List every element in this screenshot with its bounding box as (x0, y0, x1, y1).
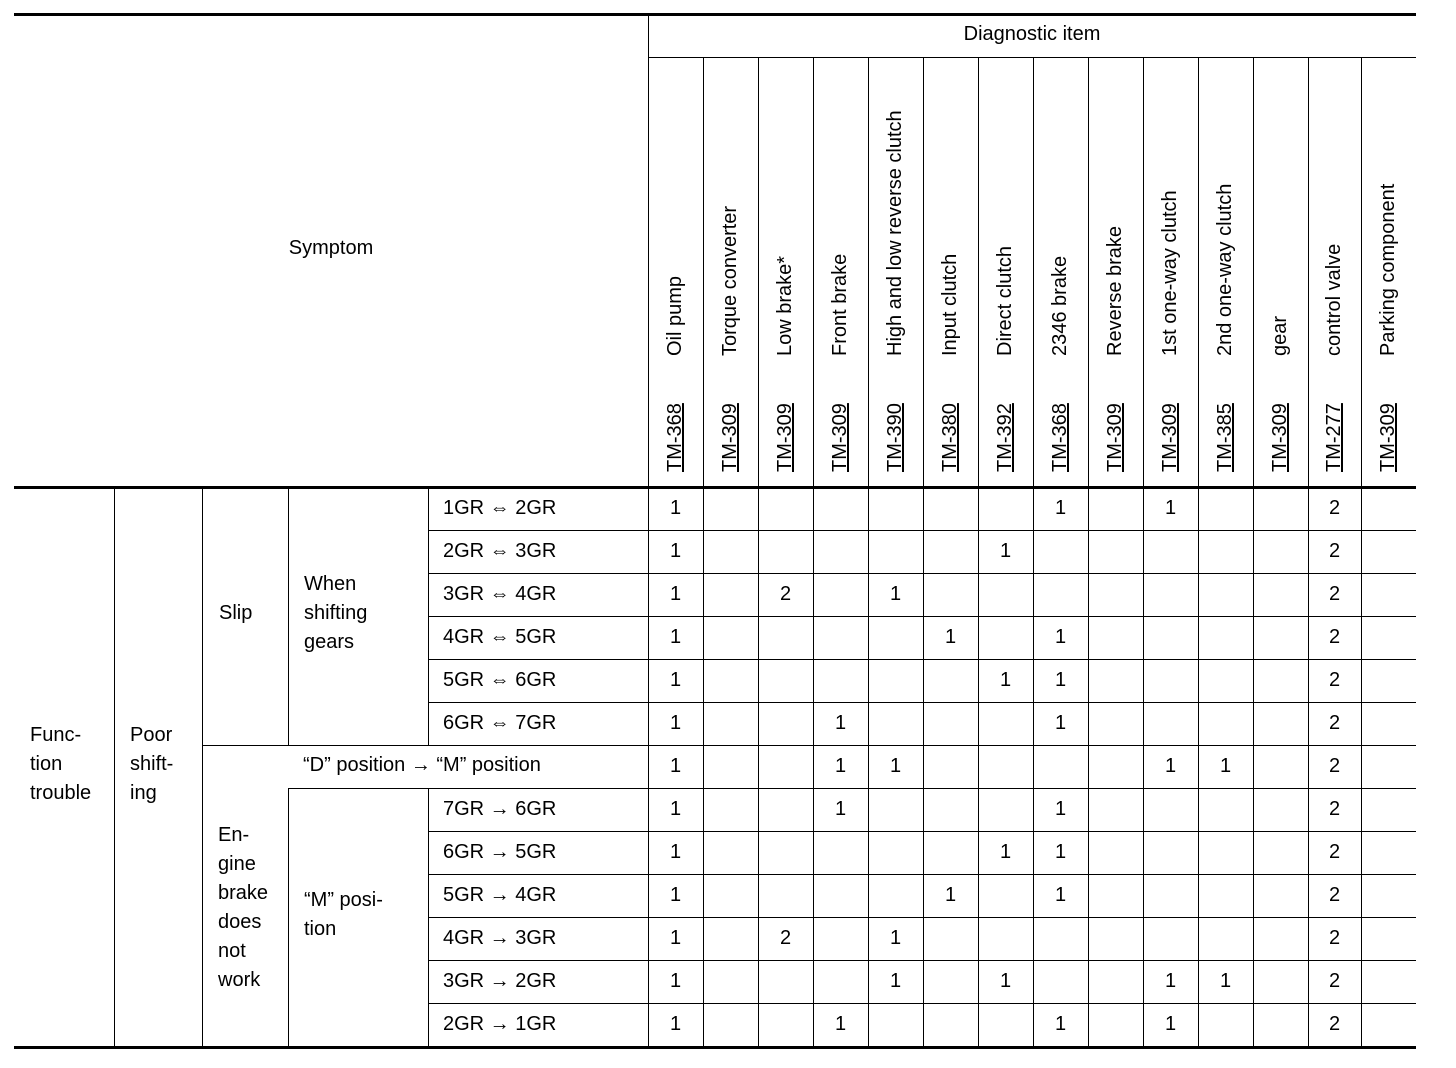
column-header-name: Front brake (828, 253, 851, 356)
row-divider (428, 659, 1416, 660)
symptom-header: Symptom (288, 237, 374, 259)
row-label: 3GR ⇔ 4GR (443, 583, 557, 605)
symptom-category-function-trouble-line: tion (30, 753, 63, 775)
col-divider (1361, 57, 1362, 1046)
table-cell-value: 2 (1328, 669, 1341, 691)
table-cell-value: 1 (669, 669, 682, 691)
table-cell-value: 2 (1328, 583, 1341, 605)
diagnostic-item-header: Diagnostic item (963, 23, 1101, 45)
diagnostic-item-underline (648, 57, 1416, 58)
column-header-name: Input clutch (938, 253, 961, 356)
row-divider (428, 1003, 1416, 1004)
table-cell-value: 1 (669, 798, 682, 820)
row-label: 7GR → 6GR (443, 798, 557, 820)
table-cell-value: 1 (834, 755, 847, 777)
symptom-engine-brake-does-not-work-line: does (218, 911, 262, 933)
symptom-category-function-trouble (30, 721, 91, 808)
table-cell-value: 1 (999, 669, 1012, 691)
table-cell-value: 1 (889, 755, 902, 777)
table-cell-value: 2 (779, 583, 792, 605)
table-cell-value: 2 (1328, 884, 1341, 906)
col-divider (1198, 57, 1199, 1046)
table-cell-value: 1 (944, 626, 957, 648)
table-cell-value: 1 (834, 798, 847, 820)
symptom-category-function-trouble-line: trouble (30, 782, 92, 804)
col-divider (428, 487, 429, 745)
table-cell-value: 1 (1054, 841, 1067, 863)
column-header-ref: TM-309 (1158, 403, 1181, 472)
symptom-subcategory-poor-shifting-line: shift- (130, 753, 174, 775)
row-label: 5GR ⇔ 6GR (443, 669, 557, 691)
row-divider (428, 831, 1416, 832)
column-header-ref: TM-309 (1103, 403, 1126, 472)
column-header-name: 2346 brake (1048, 255, 1071, 356)
column-header-ref: TM-309 (828, 403, 851, 472)
table-cell-value: 1 (669, 540, 682, 562)
row-label: 5GR → 4GR (443, 884, 557, 906)
symptom-engine-brake-does-not-work (218, 821, 268, 995)
table-cell-value: 1 (889, 970, 902, 992)
table-cell-value: 1 (669, 884, 682, 906)
row-label: 2GR ⇔ 3GR (443, 540, 557, 562)
column-header-ref: TM-380 (938, 403, 961, 472)
symptom-engine-brake-does-not-work-line: gine (218, 853, 256, 875)
row-label: 4GR ⇔ 5GR (443, 626, 557, 648)
table-cell-value: 1 (999, 540, 1012, 562)
col-divider (1088, 57, 1089, 1046)
column-header-ref: TM-309 (718, 403, 741, 472)
column-header-name: Parking component (1376, 183, 1399, 356)
table-cell-value: 2 (1328, 927, 1341, 949)
table-cell-value: 1 (669, 755, 682, 777)
symptom-when-shifting-gears-line: When (304, 573, 357, 595)
col-divider (813, 57, 814, 1046)
table-cell-value: 1 (1054, 626, 1067, 648)
row-divider (428, 702, 1416, 703)
column-header-name: 2nd one-way clutch (1213, 183, 1236, 356)
table-cell-value: 2 (1328, 540, 1341, 562)
symptom-subcategory-poor-shifting-line: ing (130, 782, 157, 804)
symptom-subcategory-poor-shifting-line: Poor (130, 724, 173, 746)
row-divider (428, 616, 1416, 617)
table-cell-value: 2 (1328, 841, 1341, 863)
table-cell-value: 1 (999, 841, 1012, 863)
table-bottom-border (14, 1046, 1416, 1049)
table-cell-value: 2 (1328, 712, 1341, 734)
table-cell-value: 1 (1054, 497, 1067, 519)
table-cell-value: 2 (779, 927, 792, 949)
table-cell-value: 1 (1054, 884, 1067, 906)
symptom-slip: Slip (219, 602, 253, 624)
col-divider (428, 788, 429, 1046)
table-cell-value: 1 (834, 712, 847, 734)
table-cell-value: 1 (944, 884, 957, 906)
column-header-ref: TM-309 (773, 403, 796, 472)
symptom-engine-brake-does-not-work-line: work (218, 969, 261, 991)
table-cell-value: 1 (669, 927, 682, 949)
col-divider (114, 487, 115, 1046)
col-divider (288, 487, 289, 745)
symptom-m-position-line: tion (304, 918, 337, 940)
row-divider (428, 874, 1416, 875)
symptom-d-to-m-position: “D” position → “M” position (303, 754, 541, 776)
table-cell-value: 1 (1054, 669, 1067, 691)
symptom-engine-brake-does-not-work-line: brake (218, 882, 269, 904)
column-header-ref: TM-309 (1376, 403, 1399, 472)
symptom-category-function-trouble-line: Func- (30, 724, 82, 746)
table-cell-value: 1 (669, 583, 682, 605)
table-cell-value: 1 (1164, 755, 1177, 777)
table-cell-value: 1 (1054, 798, 1067, 820)
column-header-name: Torque converter (718, 205, 741, 356)
table-cell-value: 2 (1328, 798, 1341, 820)
row-label: 6GR → 5GR (443, 841, 557, 863)
row-label: 6GR ⇔ 7GR (443, 712, 557, 734)
table-cell-value: 1 (889, 583, 902, 605)
column-header-ref: TM-277 (1322, 403, 1345, 472)
column-header-name: Oil pump (663, 275, 686, 356)
symptom-when-shifting-gears-line: gears (304, 631, 355, 653)
table-cell-value: 1 (834, 1013, 847, 1035)
symptom-subcategory-poor-shifting (130, 721, 173, 808)
table-cell-value: 1 (999, 970, 1012, 992)
column-header-ref: TM-385 (1213, 403, 1236, 472)
table-cell-value: 2 (1328, 1013, 1341, 1035)
table-top-border (14, 13, 1416, 16)
table-cell-value: 2 (1328, 497, 1341, 519)
col-divider (1143, 57, 1144, 1046)
row-divider (428, 530, 1416, 531)
table-cell-value: 1 (669, 970, 682, 992)
column-header-name: Direct clutch (993, 245, 1016, 356)
row-label: 4GR → 3GR (443, 927, 557, 949)
column-header-name: High and low reverse clutch (883, 110, 906, 356)
symptom-m-position-line: “M” posi- (304, 889, 383, 911)
table-cell-value: 2 (1328, 755, 1341, 777)
col-divider (868, 57, 869, 1046)
col-divider (288, 788, 289, 1046)
col-divider (758, 57, 759, 1046)
table-cell-value: 1 (1164, 1013, 1177, 1035)
col-divider (202, 487, 203, 1046)
table-cell-value: 1 (669, 497, 682, 519)
table-cell-value: 1 (1219, 755, 1232, 777)
table-cell-value: 1 (669, 712, 682, 734)
table-cell-value: 1 (669, 1013, 682, 1035)
column-header-ref: TM-390 (883, 403, 906, 472)
table-cell-value: 1 (889, 927, 902, 949)
column-header-name: 1st one-way clutch (1158, 190, 1181, 356)
column-header-name: Low brake* (773, 255, 796, 356)
symptom-when-shifting-gears (304, 570, 367, 657)
symptom-m-position (304, 886, 383, 944)
row-label: 2GR → 1GR (443, 1013, 557, 1035)
table-cell-value: 1 (1054, 712, 1067, 734)
table-cell-value: 1 (1164, 970, 1177, 992)
column-header-ref: TM-368 (1048, 403, 1071, 472)
table-cell-value: 1 (1164, 497, 1177, 519)
symptom-engine-brake-does-not-work-line: not (218, 940, 246, 962)
table-cell-value: 1 (669, 841, 682, 863)
symptom-engine-brake-does-not-work-line: En- (218, 824, 250, 846)
column-header-name: gear (1268, 315, 1291, 356)
col-divider (1253, 57, 1254, 1046)
row-label: 1GR ⇔ 2GR (443, 497, 557, 519)
header-bottom-border (14, 486, 1416, 489)
column-header-name: Reverse brake (1103, 225, 1126, 356)
column-header-name: control valve (1322, 243, 1345, 356)
table-cell-value: 1 (669, 626, 682, 648)
table-cell-value: 1 (1219, 970, 1232, 992)
column-header-ref: TM-392 (993, 403, 1016, 472)
table-cell-value: 1 (1054, 1013, 1067, 1035)
column-header-ref: TM-309 (1268, 403, 1291, 472)
col-divider (703, 57, 704, 1046)
row-label: 3GR → 2GR (443, 970, 557, 992)
symptom-when-shifting-gears-line: shifting (304, 602, 368, 624)
table-cell-value: 2 (1328, 970, 1341, 992)
column-header-ref: TM-368 (663, 403, 686, 472)
table-cell-value: 2 (1328, 626, 1341, 648)
